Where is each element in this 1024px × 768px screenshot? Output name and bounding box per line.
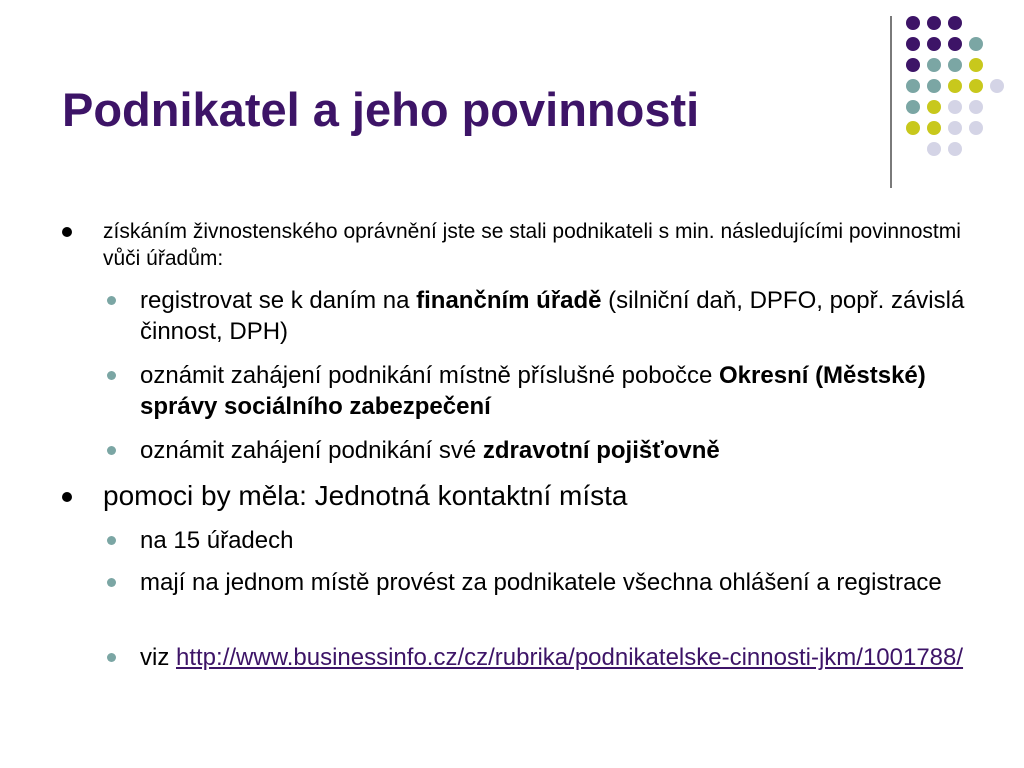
- decoration-dot: [990, 79, 1004, 93]
- bullet-tax-registration: [140, 285, 970, 347]
- bullet-marker: [107, 536, 116, 545]
- decoration-dot: [969, 79, 983, 93]
- decoration-dot: [927, 142, 941, 156]
- decoration-dot: [948, 121, 962, 135]
- decoration-dot: [948, 58, 962, 72]
- bullet-marker: [107, 653, 116, 662]
- decoration-dot: [969, 37, 983, 51]
- bullet-text: získáním živnostenského oprávnění jste se stali podnikateli s min. následujícími povinnostmi vůči úřadům:: [103, 220, 961, 270]
- businessinfo-link[interactable]: http://www.businessinfo.cz/cz/rubrika/podnikatelske-cinnosti-jkm/1001788/: [176, 644, 964, 671]
- bullet-marker: [62, 227, 72, 237]
- bullet-social-security: [140, 360, 970, 422]
- decoration-dot: [906, 58, 920, 72]
- decoration-dot: [969, 121, 983, 135]
- decoration-dot: [927, 58, 941, 72]
- decoration-dot: [948, 37, 962, 51]
- decoration-dot: [948, 79, 962, 93]
- bullet-text-pre: oznámit zahájení podnikání místně příslušné pobočce: [140, 362, 720, 389]
- bullet-marker: [62, 492, 72, 502]
- decoration-dot: [906, 121, 920, 135]
- slide-title: Podnikatel a jeho povinnosti: [62, 83, 700, 136]
- bullet-text-pre: registrovat se k daním na: [140, 287, 417, 314]
- decoration-dot: [906, 16, 920, 30]
- decoration-dot: [969, 58, 983, 72]
- bullet-see-link: [140, 642, 970, 673]
- bullet-health-insurance: [140, 435, 970, 466]
- bullet-marker: [107, 371, 116, 380]
- decoration-dot: [948, 100, 962, 114]
- bullet-contact-points: [103, 479, 983, 513]
- bullet-marker: [107, 296, 116, 305]
- bullet-text: pomoci by měla: Jednotná kontaktní místa: [103, 480, 628, 511]
- bullet-text-post: (silniční daň, DPFO, popř. závislá činnost, DPH): [140, 287, 965, 345]
- bullet-text: na 15 úřadech: [140, 527, 294, 554]
- bullet-text-bold: zdravotní pojišťovně: [482, 437, 720, 464]
- bullet-obligations: [103, 218, 983, 272]
- decoration-dot: [927, 16, 941, 30]
- bullet-marker: [107, 446, 116, 455]
- bullet-marker: [107, 578, 116, 587]
- bullet-text-bold: Okresní (Městské) správy sociálního zabezpečení: [140, 362, 926, 420]
- decoration-dot: [927, 79, 941, 93]
- bullet-text-pre: viz: [140, 644, 176, 671]
- decoration-dot: [969, 100, 983, 114]
- bullet-text: mají na jednom místě provést za podnikatele všechna ohlášení a registrace: [140, 569, 942, 596]
- decoration-dot: [906, 79, 920, 93]
- bullet-text-bold: finančním úřadě: [416, 287, 602, 314]
- bullet-offices: [140, 525, 970, 556]
- decoration-dot: [948, 16, 962, 30]
- decoration-dot: [906, 37, 920, 51]
- vertical-divider: [890, 16, 892, 188]
- decoration-dot: [927, 121, 941, 135]
- decoration-dot: [927, 100, 941, 114]
- decoration-dot: [927, 37, 941, 51]
- bullet-text-pre: oznámit zahájení podnikání své: [140, 437, 483, 464]
- decoration-dot: [948, 142, 962, 156]
- bullet-one-stop: [140, 567, 970, 598]
- decoration-dot: [906, 100, 920, 114]
